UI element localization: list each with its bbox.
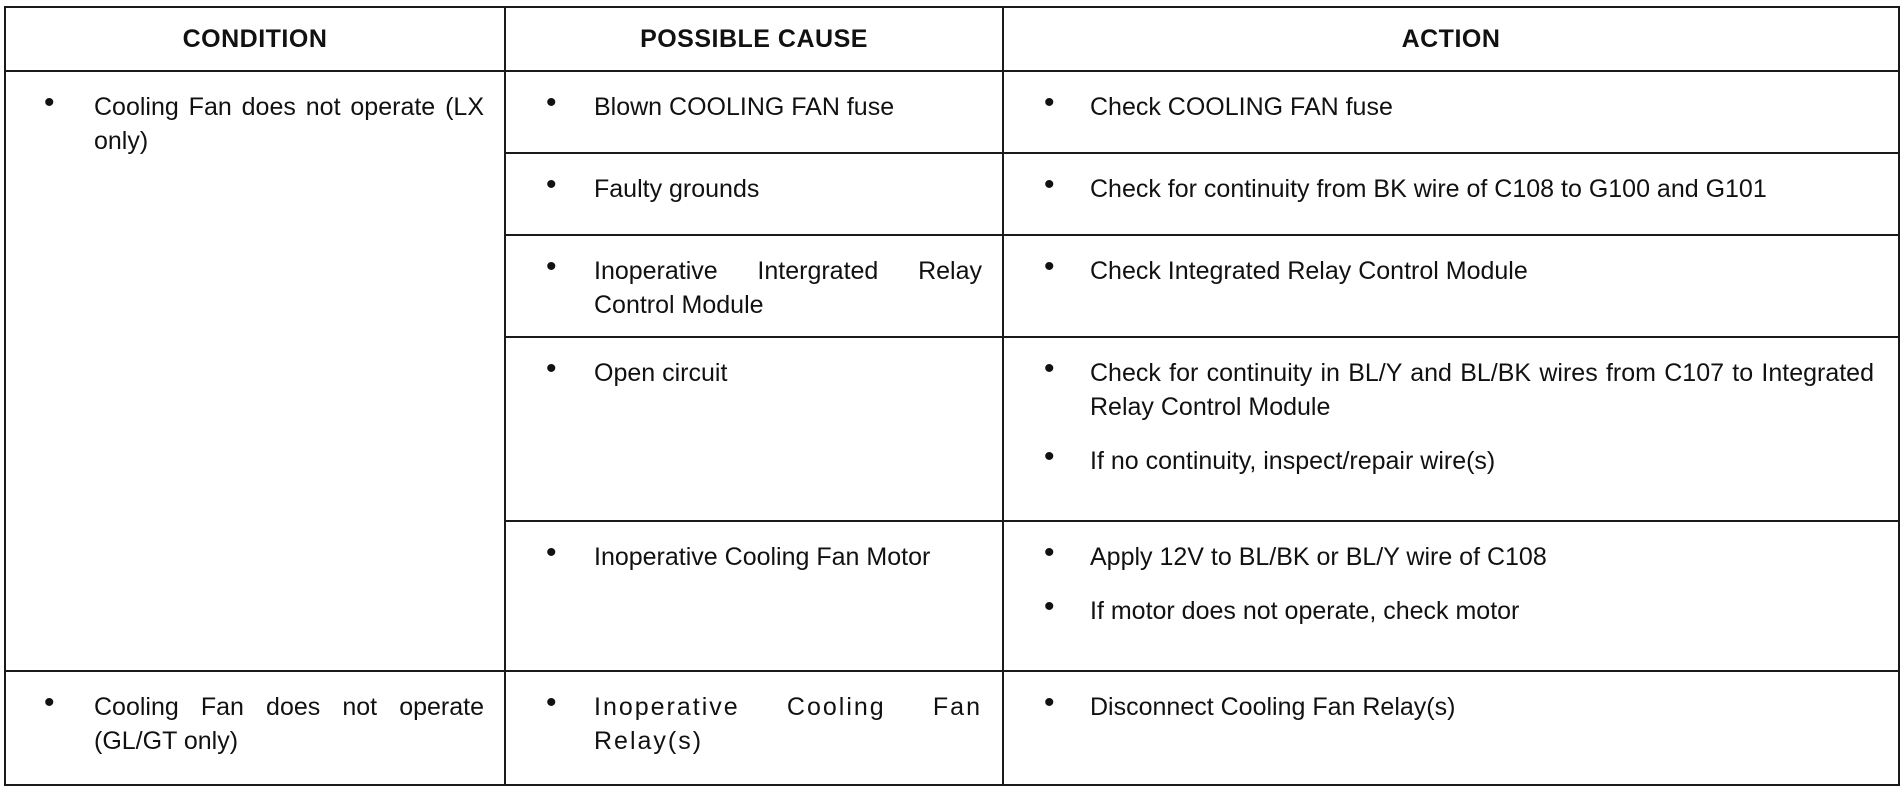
action-cell	[1003, 521, 1899, 671]
action-text: • Check Integrated Relay Control Module	[1004, 254, 1898, 288]
table-row	[5, 671, 1899, 785]
action-cell	[1003, 235, 1899, 337]
action-text: • Check for continuity in BL/Y and BL/BK wires from C107 to Integrated Relay Control Module	[1004, 356, 1898, 424]
cause-text: • Faulty grounds	[506, 172, 1002, 206]
cause-text: • Inoperative Intergrated Relay Control Module	[506, 254, 1002, 322]
action-cell	[1003, 153, 1899, 235]
action-cell	[1003, 671, 1899, 785]
action-text: • If no continuity, inspect/repair wire(s)	[1004, 444, 1898, 478]
cause-cell	[505, 671, 1003, 785]
diagnostic-table	[4, 6, 1900, 786]
condition-cell	[5, 671, 505, 785]
cause-text: • Inoperative Cooling Fan Motor	[506, 540, 1002, 574]
action-cell	[1003, 337, 1899, 521]
cause-cell	[505, 71, 1003, 153]
header-possible-cause: POSSIBLE CAUSE	[505, 7, 1003, 71]
action-text: • Disconnect Cooling Fan Relay(s)	[1004, 690, 1898, 724]
table-row	[5, 71, 1899, 153]
condition-text: • Cooling Fan does not operate (LX only)	[6, 90, 504, 158]
condition-cell	[5, 71, 505, 671]
action-text: • Check for continuity from BK wire of C108 to G100 and G101	[1004, 172, 1898, 206]
action-text: • Apply 12V to BL/BK or BL/Y wire of C108	[1004, 540, 1898, 574]
cause-cell	[505, 153, 1003, 235]
header-row	[5, 7, 1899, 71]
cause-cell	[505, 235, 1003, 337]
cause-text: • Open circuit	[506, 356, 1002, 390]
condition-text: • Cooling Fan does not operate (GL/GT only)	[6, 690, 504, 758]
cause-text: • Inoperative Cooling Fan Relay(s)	[506, 690, 1002, 758]
cause-cell	[505, 521, 1003, 671]
action-cell	[1003, 71, 1899, 153]
header-action: ACTION	[1003, 7, 1899, 71]
action-text: • Check COOLING FAN fuse	[1004, 90, 1898, 124]
action-text: • If motor does not operate, check motor	[1004, 594, 1898, 628]
cause-cell	[505, 337, 1003, 521]
cause-text: • Blown COOLING FAN fuse	[506, 90, 1002, 124]
header-condition: CONDITION	[5, 7, 505, 71]
